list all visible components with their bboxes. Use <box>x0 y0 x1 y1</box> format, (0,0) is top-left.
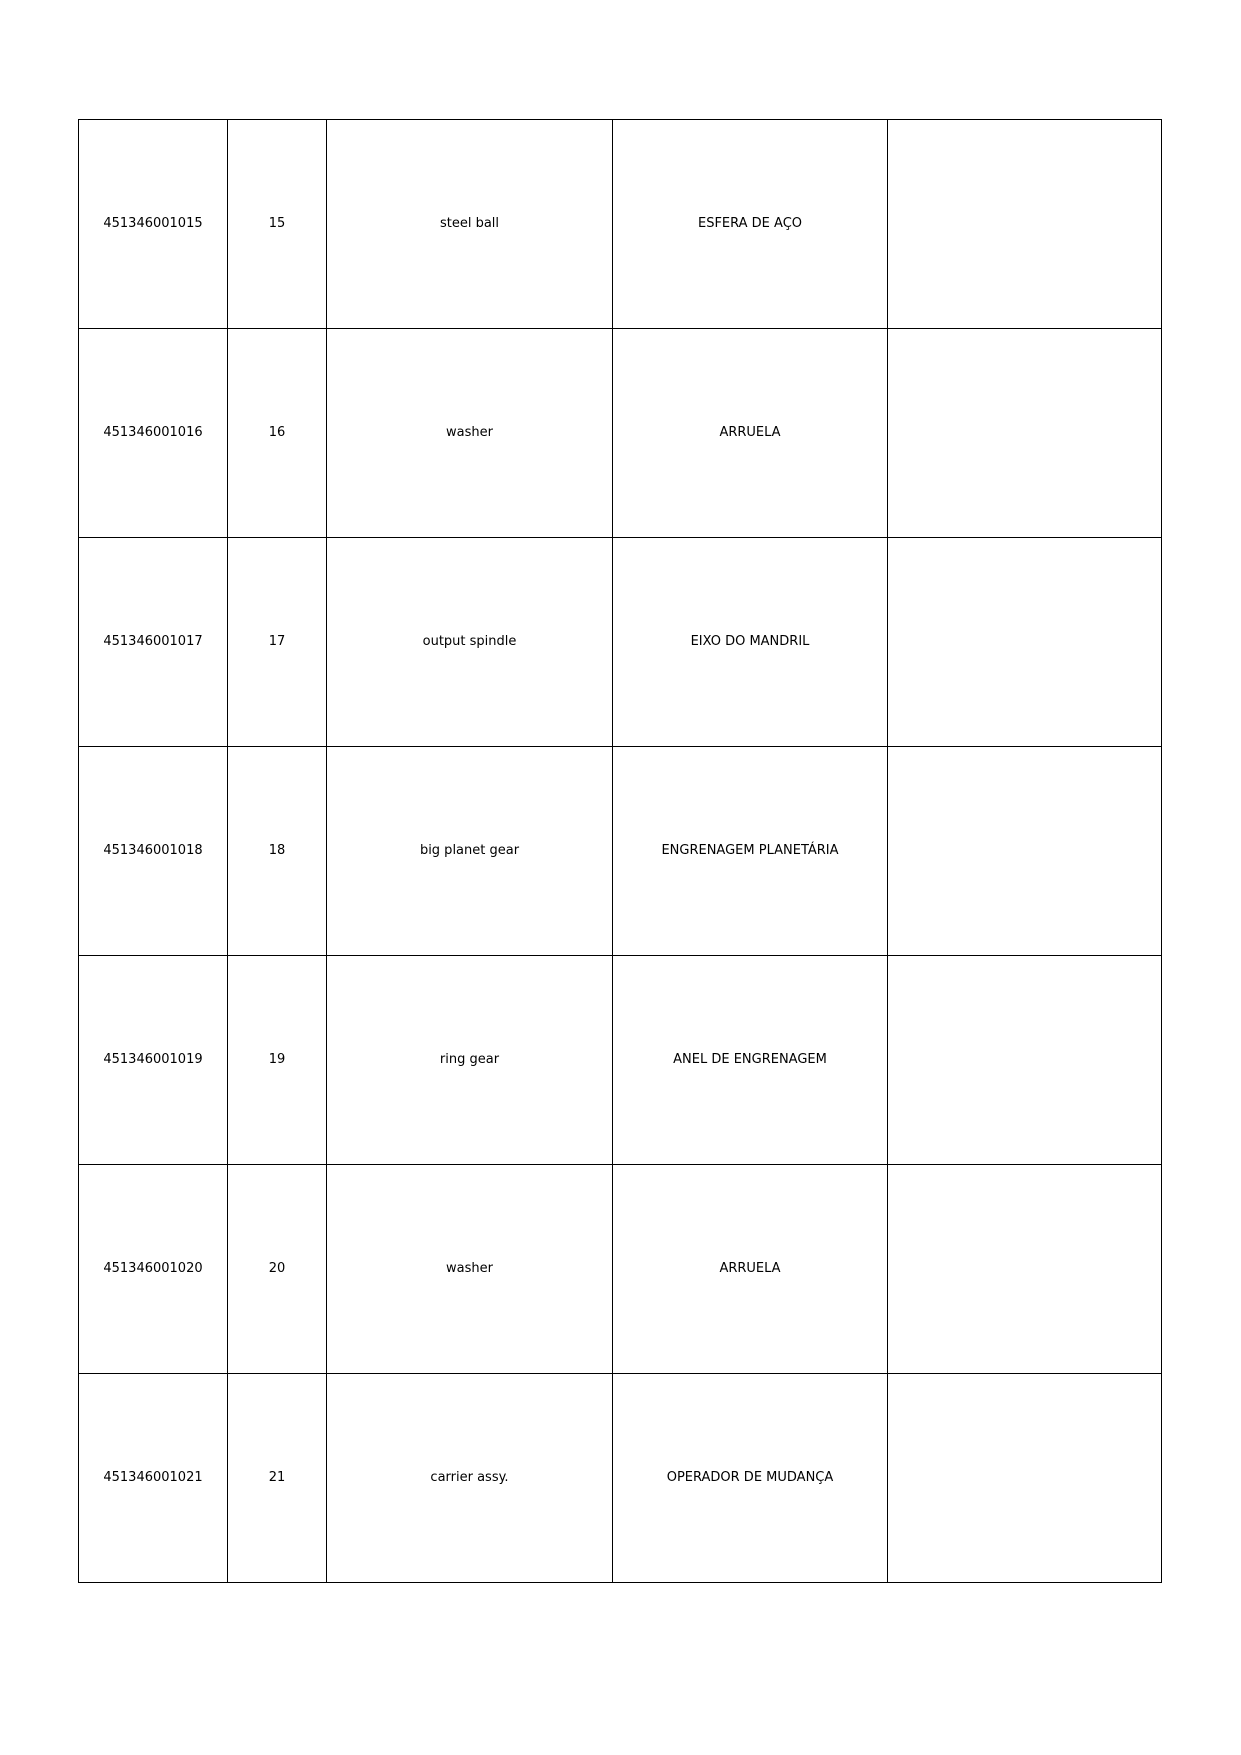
part-code: 451346001015 <box>79 120 228 329</box>
empty-cell <box>888 747 1162 956</box>
position-number: 15 <box>228 120 327 329</box>
portuguese-description: ARRUELA <box>613 1165 888 1374</box>
portuguese-description: OPERADOR DE MUDANÇA <box>613 1374 888 1583</box>
position-number: 17 <box>228 538 327 747</box>
portuguese-description: ANEL DE ENGRENAGEM <box>613 956 888 1165</box>
empty-cell <box>888 329 1162 538</box>
empty-cell <box>888 1165 1162 1374</box>
position-number: 21 <box>228 1374 327 1583</box>
english-description: washer <box>327 329 613 538</box>
part-code: 451346001021 <box>79 1374 228 1583</box>
table-row <box>79 747 1162 956</box>
part-code: 451346001016 <box>79 329 228 538</box>
english-description: carrier assy. <box>327 1374 613 1583</box>
portuguese-description: EIXO DO MANDRIL <box>613 538 888 747</box>
empty-cell <box>888 1374 1162 1583</box>
part-code: 451346001018 <box>79 747 228 956</box>
part-code: 451346001019 <box>79 956 228 1165</box>
part-code: 451346001020 <box>79 1165 228 1374</box>
part-code: 451346001017 <box>79 538 228 747</box>
position-number: 19 <box>228 956 327 1165</box>
portuguese-description: ENGRENAGEM PLANETÁRIA <box>613 747 888 956</box>
empty-cell <box>888 120 1162 329</box>
table-row <box>79 120 1162 329</box>
table-row <box>79 956 1162 1165</box>
english-description: ring gear <box>327 956 613 1165</box>
position-number: 16 <box>228 329 327 538</box>
portuguese-description: ESFERA DE AÇO <box>613 120 888 329</box>
table-row <box>79 538 1162 747</box>
table-row <box>79 329 1162 538</box>
english-description: output spindle <box>327 538 613 747</box>
portuguese-description: ARRUELA <box>613 329 888 538</box>
parts-table <box>78 119 1162 1583</box>
empty-cell <box>888 538 1162 747</box>
table-row <box>79 1374 1162 1583</box>
table-row <box>79 1165 1162 1374</box>
empty-cell <box>888 956 1162 1165</box>
english-description: steel ball <box>327 120 613 329</box>
position-number: 20 <box>228 1165 327 1374</box>
english-description: big planet gear <box>327 747 613 956</box>
english-description: washer <box>327 1165 613 1374</box>
position-number: 18 <box>228 747 327 956</box>
